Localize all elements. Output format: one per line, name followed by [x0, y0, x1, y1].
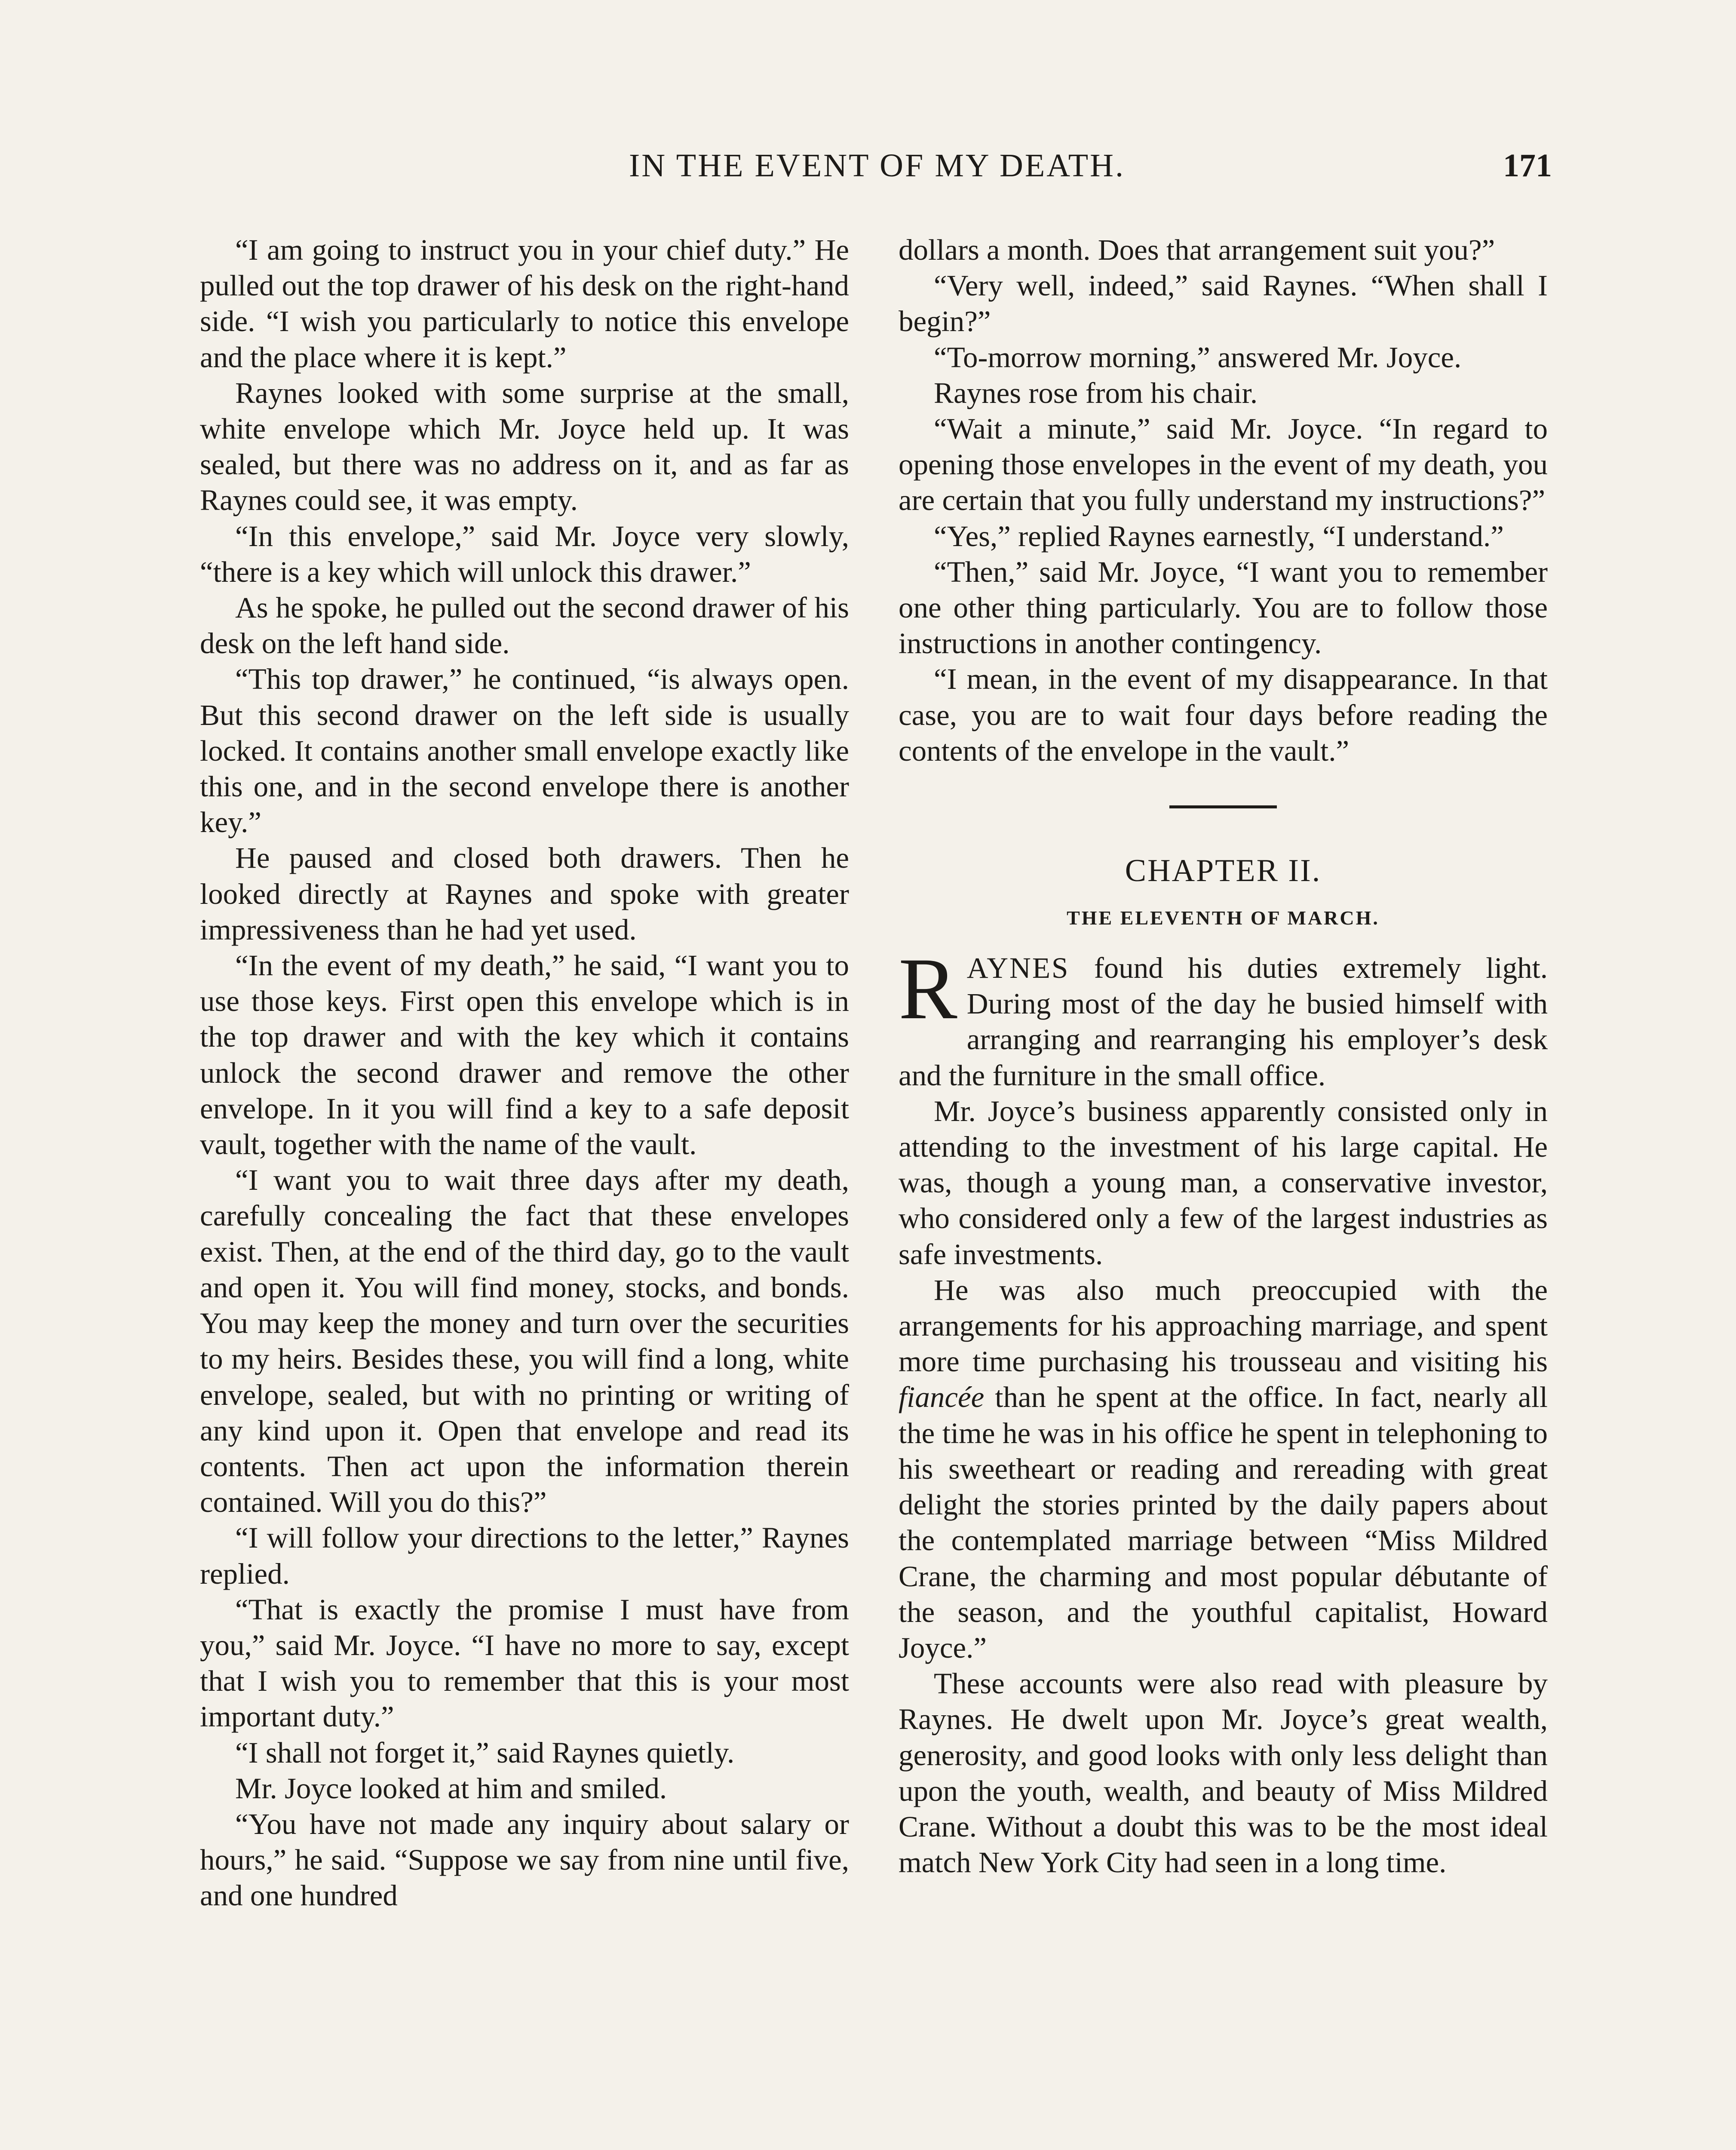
chapter-title: CHAPTER II. [1125, 853, 1322, 889]
drop-cap: R [899, 940, 957, 1038]
paragraph: “I will follow your directions to the letter,” Raynes replied. [200, 1521, 849, 1590]
section-divider [1169, 805, 1277, 808]
page-number: 171 [1503, 147, 1552, 184]
paragraph: “You have not made any inquiry about salary or hours,” he said. “Suppose we say from nine until five, and one hundred [200, 1807, 849, 1912]
paragraph: “I mean, in the event of my disappearance. In that case, you are to wait four days before reading the contents of the envelope in the vault.” [899, 663, 1548, 767]
paragraph: “In the event of my death,” he said, “I want you to use those keys. First open this envelope which is in the top drawer and with the key which it contains unlock the second drawer and remove the other envelope. In it you will find a key to a safe deposit vault, together with the name of the vault. [200, 949, 849, 1161]
paragraph: “To-morrow morning,” answered Mr. Joyce. [934, 341, 1462, 374]
paragraph-text: than he spent at the office. In fact, nearly all the time he was in his office he spent in telephoning to his sweetheart or reading and rereading with great delight the stories printed by the daily papers about the contemplated marriage between “Miss Mildred Crane, the charming and most popular débutante of the season, and the youthful capitalist, Howard Joyce.” [899, 1381, 1548, 1664]
paragraph: “Yes,” replied Raynes earnestly, “I understand.” [934, 519, 1504, 553]
paragraph: Raynes looked with some surprise at the small, white envelope which Mr. Joyce held up. It was sealed, but there was no address on it, and as far as Raynes could see, it was empty. [200, 376, 849, 517]
paragraph [899, 1272, 1548, 1666]
paragraph: “That is exactly the promise I must have from you,” said Mr. Joyce. “I have no more to say, except that I wish you to remember that this is your most important duty.” [200, 1593, 849, 1733]
italic-word: fiancée [899, 1381, 985, 1414]
opening-word: AYNES [966, 952, 1070, 985]
left-column [200, 232, 849, 1914]
running-head [202, 142, 1552, 189]
paragraph: “Very well, indeed,” said Raynes. “When shall I begin?” [899, 269, 1548, 338]
chapter-subtitle: THE ELEVENTH OF MARCH. [1067, 907, 1380, 929]
paragraph: He paused and closed both drawers. Then he looked directly at Raynes and spoke with greater impressiveness than he had yet used. [200, 842, 849, 946]
paragraph: As he spoke, he pulled out the second drawer of his desk on the left hand side. [200, 591, 849, 660]
paragraph: “In this envelope,” said Mr. Joyce very slowly, “there is a key which will unlock this drawer.” [200, 519, 849, 588]
running-title: IN THE EVENT OF MY DEATH. [629, 147, 1126, 184]
right-column [899, 232, 1548, 1880]
paragraph: “I am going to instruct you in your chief duty.” He pulled out the top drawer of his desk on the right-hand side. “I wish you particularly to notice this envelope and the place where it is kept.” [200, 233, 849, 374]
paragraph: “Then,” said Mr. Joyce, “I want you to remember one other thing particularly. You are to follow those instructions in another contingency. [899, 555, 1548, 660]
paragraph: “This top drawer,” he continued, “is always open. But this second drawer on the left side is usually locked. It contains another small envelope exactly like this one, and in the second envelope there is another key.” [200, 663, 849, 839]
paragraph: Mr. Joyce looked at him and smiled. [235, 1772, 667, 1805]
paragraph: These accounts were also read with pleasure by Raynes. He dwelt upon Mr. Joyce’s great wealth, generosity, and good looks with only less delight than upon the youth, wealth, and beauty of Miss Mildred Crane. Without a doubt this was to be the most ideal match New York City had seen in a long time. [899, 1667, 1548, 1879]
paragraph-continuation: dollars a month. Does that arrangement suit you?” [899, 233, 1495, 266]
paragraph-text: He was also much preoccupied with the arrangements for his approaching marriage, and spent more time purchasing his trousseau and visiting his [899, 1273, 1548, 1378]
paragraph: “Wait a minute,” said Mr. Joyce. “In regard to opening those envelopes in the event of my death, you are certain that you fully understand my instructions?” [899, 412, 1548, 517]
paragraph: “I want you to wait three days after my death, carefully concealing the fact that these envelopes exist. Then, at the end of the third day, go to the vault and open it. You will find money, stocks, and bonds. You may keep the money and turn over the securities to my heirs. Besides these, you will find a long, white envelope, sealed, but with no printing or writing of any kind upon it. Open that envelope and read its contents. Then act upon the information therein contained. Will you do this?” [200, 1164, 849, 1519]
chapter-opening-paragraph [899, 940, 1548, 1093]
paragraph: “I shall not forget it,” said Raynes quietly. [235, 1736, 735, 1769]
paragraph: Mr. Joyce’s business apparently consisted only in attending to the investment of his large capital. He was, though a young man, a conservative investor, who considered only a few of the largest industries as safe investments. [899, 1094, 1548, 1271]
paragraph: Raynes rose from his chair. [934, 376, 1258, 409]
opening-text: found his duties extremely light. During most of the day he busied himself with arranging and rearranging his employer’s desk and the furniture in the small office. [899, 952, 1548, 1092]
